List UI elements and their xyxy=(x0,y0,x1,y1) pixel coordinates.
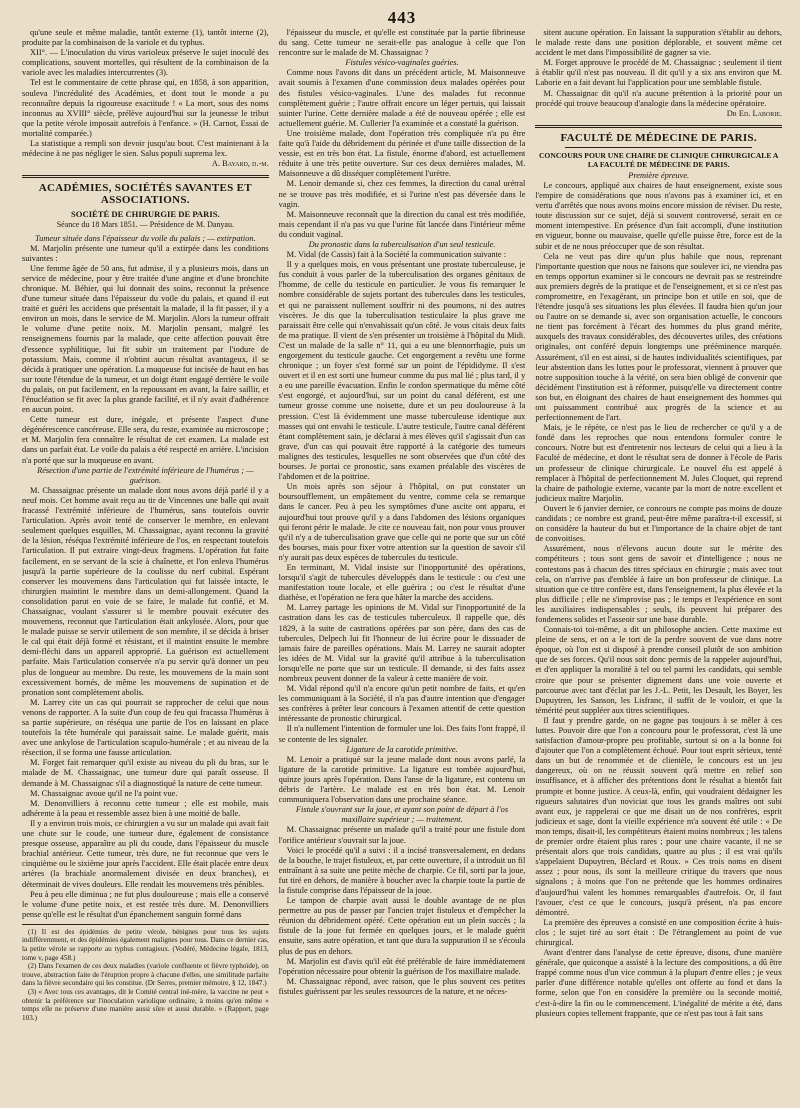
article-subtitle: Résection d'une partie de l'extrémité inférieure de l'humérus ; — guérison. xyxy=(37,465,254,485)
author-signature: Dr Ed. Laborie. xyxy=(726,108,783,118)
paragraph: M. Chassaignac dit qu'il n'a aucune prétention à la priorité pour un procédé qui trouve beaucoup d'analogie dans la médecine opératoire. xyxy=(535,88,783,108)
column-3 xyxy=(535,28,782,1104)
paragraph: M. Marjolin présente une tumeur qu'il a extirpée dans les conditions suivantes : xyxy=(22,243,269,263)
paragraph: M. Larrey partage les opinions de M. Vidal sur l'inopportunité de la castration dans les cas de testicules tuberculeux. Il rappelle que, dès 1829, à la suite de castrations opérées par son père, dans des cas de tubercules, Delpech lui fit l'honneur de lui écrire pour le dissuader de jamais faire de pareilles opérations. Mais M. Larrey ne saurait adopter les idées de M. Vidal sur la gravité qu'il attribue à la tuberculisation lorsqu'elle ne porte que sur un testicule. Il demande, si des faits assez nombreux peuvent donner de la valeur à cette manière de voir. xyxy=(278,603,526,683)
article-subtitle: Ligature de la carotide primitive. xyxy=(346,744,458,754)
paragraph: Il y a quelques mois, en vous présentant une prostate tuberculeuse, je fus conduit à vous parler de la tuberculisation des organes génitaux de l'homme, de celle du testicule en particulier. Je vous fis remarquer le nombre considérable de sujets portant des tubercules dans les testicules, et qui ne paraissent nullement souffrir ni des poumons, ni des autres viscères. Je dis que la tuberculisation testiculaire la plus grave me paraissait être celle qui n'envahissait qu'un côté. Je vous citais deux faits de ma pratique. Il vient de s'en présenter un troisième à l'hôpital du Midi. C'est un malade de la salle n° 11, qui a eu une blennorrhagie, puis un engorgement du testicule gauche. Cet engorgement a revêtu une forme chronique ; un foyer s'est formé sur un point de l'épididyme. Il s'est ouvert et il en est sorti une humeur comme du pus mal lié ; plus tard, il y a eu une pareille évacuation. Enfin le cordon spermatique du même côté s'est engorgé, et aujourd'hui, sur un point du canal déférent, est une tumeur grosse comme une noisette, dure et un peu douloureuse à la pression. C'est là évidemment une masse tuberculeuse identique aux masses qui ont envahi le testicule. L'autre testicule, l'autre canal déférent étant complètement sain, je déclarai à mes élèves qu'il s'agissait d'un cas grave, d'un cas qui pouvait être rapporté à la catégorie des tumeurs malignes des testicules, lesquelles ne sont observées que d'un côté des bourses. Je portai ce pronostic, sans examen préalable des viscères de l'abdomen et de la poitrine. xyxy=(278,260,526,482)
article-subtitle: Du pronostic dans la tuberculisation d'un seul testicule. xyxy=(308,239,496,249)
paragraph: Le concours, appliqué aux chaires de haut enseignement, existe sous l'empire de considérations que nous n'avons pas à examiner ici, et en vertu d'arrêtés que nous avons moins encore mission de réviser. Du reste, toute discussion sur ce sujet, déjà si souvent controversé, serait en ce moment intempestive. En présence d'un fait accompli, d'une institution en vigueur, bonne ou mauvaise, quelle qu'elle puisse être, force est de la subir et de ne nous préoccuper que de son résultat. xyxy=(535,180,783,251)
paragraph: Connais-toi toi-même, a dit un philosophe ancien. Cette maxime est pleine de sens, et on a le tort de la perdre souvent de vue dans notre époque, où l'on est si disposé à prendre conseil plutôt de son ambition que de ses forces. Qu'il nous soit donc permis de la rappeler aujourd'hui, et d'en appliquer la moralité à tel ou tel parmi les candidats, qui semble croire que pour se présenter dignement dans une voie ouverte et parcourue avec tant d'éclat par les J.-L. Petit, les Desault, les Boyer, les Dupuytren, les Sanson, les Lisfranc, il suffit de le vouloir, et que la témérité peut suppléer aux titres scientifiques. xyxy=(535,625,783,715)
footnotes xyxy=(22,924,269,1023)
paragraph: qu'une seule et même maladie, tantôt externe (1), tantôt interne (2), produite par la combinaison de la variole et du typhus. xyxy=(22,28,269,48)
concours-heading: CONCOURS POUR UNE CHAIRE DE CLINIQUE CHIRURGICALE A LA FACULTÉ DE MÉDECINE DE PARIS. xyxy=(538,150,779,169)
paragraph: M. Chassaignac répond, avec raison, que le plus souvent ces petites fistules guérissent par les seules ressources de la nature, et ne néces- xyxy=(278,976,526,996)
paragraph: Ouvert le 6 janvier dernier, ce concours ne compte pas moins de douze candidats ; ce nombre est grand, peut-être même paraîtra-t-il excessif, si on considère la hauteur du but et l'importance de la chaire objet de tant de convoitises. xyxy=(535,503,783,544)
paragraph: La première des épreuves a consisté en une composition écrite à huis-clos ; le sujet tiré au sort était : De l'étranglement au point de vue chirurgical. xyxy=(535,917,783,947)
section-divider xyxy=(535,125,782,128)
paragraph: XII°. — L'inoculation du virus varioleux préserve le sujet inoculé des complications, souvent mortelles, qui résultent de la combinaison de la variole avec les maladies intercurrentes (3). xyxy=(22,48,269,78)
paragraph: Une troisième malade, dont l'opération très compliquée n'a pu être faite qu'à l'aide du débridement du périnée et d'une taille dissection de la vessie, est en très bon état. La fistule, énorme d'abord, est actuellement réduite à une très petite ouverture. Sur ces deux dernières malades, M. Maisonneuve a dû disséquer complètement l'urètre. xyxy=(278,128,526,179)
paragraph: Assurément, nous n'élevons aucun doute sur le mérite des compétiteurs ; tous sont gens de savoir et d'intelligence ; nous ne contestons pas à chacun des titres spéciaux en chirurgie ; mais avec tout cela, on n'arrive pas d'emblée à faire un bon professeur de clinique. La situation que ce titre confère est, dans l'enseignement, la plus élevée et la plus difficile ; elle ne s'improvise pas ; le temps et l'expérience en sont les auxiliaires indispensables ; seuls, ils peuvent lui préparer des fondemens solides et l'asseoir sur une base durable. xyxy=(535,544,783,624)
section-title: FACULTÉ DE MÉDECINE DE PARIS. xyxy=(560,131,757,144)
column-2 xyxy=(279,28,526,1104)
paragraph: M. Marjolin est d'avis qu'il eût été préférable de faire immédiatement l'opération nécessaire pour obtenir la guérison de l'os maxillaire malade. xyxy=(278,956,526,976)
page-number: 443 xyxy=(387,8,417,27)
paragraph: sitent aucune opération. En laissant la suppuration s'établir au dehors, le malade reste dans une position déplorable, et souvent même cet accident le met dans l'impossibilité de gagner sa vie. xyxy=(535,28,783,58)
section-divider xyxy=(22,175,269,178)
footnote: (3) « Avec tous ces avantages, dit le Comité central iné-mère, la vaccine ne peut » obtenir la préférence sur l'inoculation variolique ordinaire, à moins qu'en même » temps elle ne préserve d'une manière aussi sûre et aussi durable. » (Rapport, page 103.) xyxy=(22,988,269,1022)
footnote: (2) Dans l'examen de ces deux maladies (variole confluente et fièvre typhoïde), on trouve, abstraction faite de l'éruption propre à chacune d'elles, une similitude parfaite dans la fièvre secondaire qui les constitue. (Dr Serres, premier mémoire, § 12, 1847.) xyxy=(22,962,269,988)
paragraph: Mais, je le répète, ce n'est pas le lieu de rechercher ce qu'il y a de fondé dans les reproches que nous entendons formuler contre le concours. Notre but est d'entretenir nos lecteurs de celui qui a lieu à la Faculté de médecine, et dont le résultat sera de donner à l'école de Paris un professeur de clinique chirurgicale. Le nouvel élu est appelé à remplacer à l'hôpital de perfectionnement M. Jules Cloquet, qui reprend la chaire de pathologie externe, vacante par la mort de notre excellent et judicieux maître Marjolin. xyxy=(535,423,783,503)
paragraph: M. Denonvilliers à reconnu cette tumeur ; elle est mobile, mais adhérente à la peau et ressemble assez bien à une moitié de balle. xyxy=(22,798,269,818)
paragraph: Comme nous l'avons dit dans un précédent article, M. Maisonneuve avait soumis à l'examen d'une commission deux malades opérées pour des fistules vésico-vaginales. L'une des malades fut reconnue complètement guérie ; l'autre offrait encore un léger pertuis, qui laissait suinter l'urine. Cette dernière malade a été de nouveau opérée ; elle est actuellement guérie. M. Cullerier l'a examinée et a constaté la guérison. xyxy=(278,68,526,128)
paragraph: Peu à peu elle diminua ; ne fut plus douloureuse ; mais elle a conservé le volume d'une petite noix, et est restée très dure. M. Denonvilliers pense qu'elle est le résultat d'un épanchement sanguin formé dans xyxy=(22,889,269,919)
column-1 xyxy=(22,28,269,1104)
author-signature: A. Bayard, d.-m. xyxy=(211,159,269,169)
paragraph: M. Chassaignac présente un malade dont nous avons déjà parlé il y a neuf mois. Cet homme avait reçu au tir de Vincennes une balle qui avait fracassé l'extrémité inférieure de l'humérus, sans toutefois ouvrir l'articulation. Après avoir tenté de conserver le membre, en enlevant seulement quelques esquilles, M. Chassaignac, ayant reconnu la gravité de la lésion, réséqua l'extrémité inférieure de l'os, en respectant toutefois l'articulation. Il put extraire vingt-deux fragmens. L'opération fut faite facilement, en se servant de la scie à chaînette, et l'on enleva l'humérus jusqu'à la partie supérieure de la coulisse du nerf cubital. Espérant conserver les mouvemens dans l'articulation qui fut laissée intacte, le chirurgien maintint le membre dans un demi-allongement. Quand la consolidation parut en voie de se faire, le malade fut confié, et M. Chassaignac, voulant s'assurer si le membre pouvait exécuter des mouvemens, reconnut que l'articulation était ankylosée. Alors, pour que le malade puisse se servir utilement de son membre, il se décida à briser le cal qui était déjà formé et résistant, et il maintint ensuite le membre demi-fléchi dans un appareil approprié. La guérison est actuellement parfaite. Mais l'articulation conservée n'a pu servir qu'à donner un peu plus de longueur au membre. Du reste, les mouvemens de la main sont excessivement bornés, de même les mouvemens de supination et de pronation sont complètement abolis. xyxy=(22,485,269,697)
article-subtitle: Tumeur située dans l'épaisseur du voile du palais ; — extirpation. xyxy=(34,233,256,243)
paragraph: M. Forget fait remarquer qu'il existe au niveau du pli du bras, sur le malade de M. Chassaignac, une tumeur dure qui paraît osseuse. Il demande à M. Chassaignac s'il a diagnostiqué la nature de cette tumeur. xyxy=(22,758,269,788)
paragraph: M. Chassaignac avoue qu'il ne l'a point vue. xyxy=(30,788,178,798)
paragraph: Il n'a nullement l'intention de formuler une loi. Des faits l'ont frappé, il se contente de les signaler. xyxy=(278,724,526,744)
paragraph: M. Lenoir a pratiqué sur la jeune malade dont nous avons parlé, la ligature de la carotide primitive. La ligature est tombée aujourd'hui, quinze jours après l'opération. Dans l'anse de la ligature, est contenu un débris de l'artère. Le malade est en très bon état. M. Lenoir communiquera l'observation dans une prochaine séance. xyxy=(278,754,526,805)
session-line: Séance du 18 Mars 1851. — Présidence de M. Danyau. xyxy=(56,220,234,230)
article-subtitle: Fistules vésico-vaginales guéries. xyxy=(345,58,459,68)
paragraph: M. Larrey cite un cas qui pourrait se rapprocher de celui que nous venons de rapporter. A la suite d'un coup de feu qui fracassa l'humérus à sa partie supérieure, on réséqua une partie de l'os en laissant en place toutefois la tête humérale qui paraissait saine. Le malade guérit, mais avec une ankylose de l'articulation scapulo-humérale ; et au niveau de la résection, il se forma une fausse articulation. xyxy=(22,697,269,758)
article-subtitle: Fistule s'ouvrant sur la joue, et ayant son point de départ à l'os maxillaire supérieur ; — traitement. xyxy=(295,805,509,825)
footnote: (1) Il est des épidémies de petite vérole, bénignes pour tous les sujets indifféremment, et des épidémies également malignes pour tous. Dans ce dernier cas, la petite vérole se rapporte au typhus contagieux. (Vodéré, Médecine légale, 1813, tome v, page 458.) xyxy=(22,927,269,962)
paragraph: Un mois après son séjour à l'hôpital, on put constater un boursoufflement, un empâtement du ventre, comme cela se remarque dans le cancer. Peu à peu les symptômes d'une ascite ont apparu, et aujourd'hui tout prouve qu'il y a dans l'abdomen des lésions organiques qui feront périr le malade. Je cite ce nouveau fait, non pour vous prouver qu'il n'y a de tuberculisation grave que celle qui ne porte que sur un côté des bourses, mais pour fixer votre attention sur la question de savoir s'il n'y aurait pas deux espèces de tubercules du testicule. xyxy=(278,482,526,562)
section-title: ACADÉMIES, SOCIÉTÉS SAVANTES ET ASSOCIATIONS. xyxy=(38,182,252,207)
paragraph: M. Vidal répond qu'il n'a encore qu'un petit nombre de faits, et qu'en les communiquant à la Société, il n'a pas d'autre intention que d'engager ses confrères à prêter leur concours à l'examen attentif de cette question intéressante de pronostic chirurgical. xyxy=(278,684,526,724)
paragraph: Le tampon de charpie avait aussi le double avantage de ne plus permettre au pus de passer par l'ancien trajet fistuleux et d'empêcher la réunion du débridement opéré. Cette opération eut un plein succès ; la fistule de la joue fut fermée en quelques jours, et le malade guérit ensuite, sans autre opération, et tant que dura la suppuration il se s'écoula plus de pus en dehors. xyxy=(278,896,526,956)
paragraph: M. Chassaignac présente un malade qu'il a traité pour une fistule dont l'orifice antérieur s'ouvrait sur la joue. xyxy=(278,825,526,845)
paragraph: Il faut y prendre garde, on ne gagne pas toujours à se mêler à ces luttes. Pouvoir dire que l'on a concouru pour le professorat, c'est là une satisfaction d'amour-propre peu profitable, surtout si on a la bonne foi d'ajouter que l'on a complètement échoué. Pour tout esprit sérieux, tenté dans un but de renommée et de clientèle, le concours est un jeu dangereux, où on ne réussit souvent qu'à mettre en relief son insuffisance, et à afficher des prétentions dont le résultat a bientôt fait prompte et bonne justice. A ceux-là, enfin, qui voudraient dédaigner les rigueurs salutaires d'un noviciat que tous les grands maîtres ont subi avant eux, je rappelerai ce que me disait un de nos confrères, esprit judicieux et sage, dont la vieille expérience m'a souvent été utile : « De mon temps, disait-il, les compétiteurs étaient moins nombreux ; les talens de premier ordre étaient plus rares ; pour une chaire vacante, il ne se présentait alors que trois candidats, quatre au plus ; il est vrai qu'ils s'appelaient Dupuytren, Béclard et Roux. » Ces trois noms en disent assez ; pour nous, ils sont la meilleure critique du travers que nous signalons ; à moins que l'on ne prétende que les hommes ordinaires d'aujourd'hui valent les hommes remarquables d'autrefois. Or, il faut l'avouer, c'est ce que le concours, jusqu'à présent, n'a pas encore démontré. xyxy=(535,715,783,917)
paragraph: Voici le procédé qu'il a suivi : il a incisé transversalement, en dedans de la bouche, le trajet fistuleux, et, par cette ouverture, il a introduit un fil entraînant à sa suite une petite mèche de charpie. Ce fil, sorti par la joue, fut tiré en dehors, de manière à boucher avec la charpie toute la partie de la fistule comprise dans l'épaisseur de la joue. xyxy=(278,845,526,895)
paragraph: Il y a environ trois mois, ce chirurgien a vu sur un malade qui avait fait une chute sur le coude, une tumeur dure, également de consistance presque osseuse, apparaître au pli du coude, dans l'épaisseur du muscle brachial antérieur. Cette tumeur, très dure, ne fut reconnue que vers le cinquième ou le sixième jour après l'accident. Elle était placée entre deux artères (la brachiale anormalement divisée en deux branches), et déterminait de vives douleurs. Elle rendait les mouvemens très pénibles. xyxy=(22,818,269,889)
paragraph: l'épaisseur du muscle, et qu'elle est constituée par la partie fibrineuse du sang. Cette tumeur ne serait-elle pas analogue à celle que l'on rencontre sur le malade de M. Chassaignac ? xyxy=(278,28,526,58)
article-subtitle: Première épreuve. xyxy=(628,170,690,180)
paragraph: La statistique a rempli son devoir jusqu'au bout. C'est maintenant à la médecine à ne pas négliger le sien. Salus populi suprema lex. xyxy=(22,139,269,159)
paragraph: Cela ne veut pas dire qu'un plus habile que nous, reprenant l'importante question que nous ne faisons que soulever ici, ne viendra pas en temps opportun examiner si le concours ne devrait pas se restreindre aux premiers degrés de la pratique et de l'enseignement, et si ce n'est pas compromettre, en l'exagérant, un principe bon et utile en soi, que de l'étendre jusqu'à ses situations les plus élevées. Il faudra bien qu'un jour ou l'autre on se demande si, avec son organisation actuelle, le concours ne tient pas forcément à l'écart des hommes du plus grand mérite, auxquels des travaux considérables, des découvertes utiles, des créations originales, ont conféré depuis longtemps une prééminence marquée. Assurément, s'il en est ainsi, si de hautes individualités scientifiques, par leur abstention dans les luttes pour le professorat, viennent à prouver que notre supposition touche à la vérité, on sera bien obligé de convenir que décidément l'institution est à réformer, puisqu'elle va directement contre son but, en éloignant des chaires de haut enseignement des hommes qui ont puissamment contribué aux progrès de la science et au perfectionnement de l'art. xyxy=(535,251,783,423)
paragraph: M. Maisonneuve reconnaît que la direction du canal est très modifiée, mais cependant il n'a pas vu que l'urine fût lancée dans l'intérieur même du conduit vaginal. xyxy=(278,209,526,239)
paragraph: Tel est le commentaire de cette phrase qui, en 1858, à son apparition, souleva l'incrédulité des Académies, et dont tout le monde a pu reconnaître depuis la rigoureuse exactitude ! « La mort, sous des noms inconnus au XVIII° siècle, prélève aujourd'hui sur la jeunesse le tribut que la petite vérole imposait autrefois à l'enfance. » (H. Carnot, Essai de mortalité comparée.) xyxy=(22,78,269,138)
paragraph: M. Lenoir demande si, chez ces femmes, la direction du canal urétral ne se trouve pas très modifiée, et si l'urine n'est pas déversée dans le vagin. xyxy=(278,179,526,209)
paragraph: Cette tumeur est dure, inégale, et présente l'aspect d'une dégénérescence cancéreuse. Elle sera, du reste, examinée au microscope ; et M. Marjolin fera connaître le résultat de cet examen. La malade est dans un parfait état. Le voile du palais a été respecté en arrière. L'incision n'a porté que sur la muqueuse en avant. xyxy=(22,415,269,465)
paragraph: M. Vidal (de Cassis) fait à la Société la communication suivante : xyxy=(286,250,507,260)
paragraph: En terminant, M. Vidal insiste sur l'inopportunité des opérations, lorsqu'il s'agit de tubercules développés dans le testicule : ou c'est une manifestation toute locale, et elle guérira ; ou c'est le résultat d'une diathèse, et l'opération ne fera que hâter la marche des accidens. xyxy=(278,562,526,603)
paragraph: Avant d'entrer dans l'analyse de cette épreuve, disons, d'une manière générale, que quiconque a assisté à la lecture des compositions, a dû être frappé comme nous d'un vice commun à la plupart d'entre elles ; je veux parler d'une différence notable qu'elles ont offerte au fond et dans la forme, selon que l'on en considère la première ou la seconde moitié, c'est-à-dire la fin ou le commencement. L'inégalité de mérite a été, dans plusieurs copies tellement frappante, que ce n'est pas tout à fait sans xyxy=(535,948,783,1018)
society-name: SOCIÉTÉ DE CHIRURGIE DE PARIS. xyxy=(71,209,220,220)
paragraph: Une femme âgée de 50 ans, fut admise, il y a plusieurs mois, dans un service de médecine, pour y être traitée d'une angine et d'une bronchite chronique. M. Béhier, qui lui donnait des soins, reconnut la présence d'une tumeur située dans l'épaisseur du voile du palais, et quand il eut traité et guéri les accidens que présentait la malade, il la fit passer, il y a environ un mois, dans le service de M. Marjolin. Alors la tumeur offrait le volume d'une petite noix. M. Marjolin pensant, malgré les renseignemens fournis par la malade, que cette affection pouvait être d'essence syphilitique, lui fit subir un traitement par l'iodure de potassium. Mais, comme il n'obtint aucun résultat avantageux, il se décida à pratiquer une opération. La muqueuse fut incisée de haut en bas sur toute l'étendue de la tumeur, et un doigt étant engagé derrière le voile du palais, on put facilement, en la repoussant en avant, la faire saillir, et l'énucléation se fit avec la plus grande facilité, et il n'y avait d'adhérence en aucun point. xyxy=(22,263,269,415)
divider xyxy=(565,147,752,148)
paragraph: M. Forget approuve le procédé de M. Chassaignac ; seulement il tient à établir qu'il n'est pas nouveau. Il dit qu'il y a six ans environ que M. Laborie en a fait devant lui l'application pour une semblable fistule. xyxy=(535,58,783,88)
